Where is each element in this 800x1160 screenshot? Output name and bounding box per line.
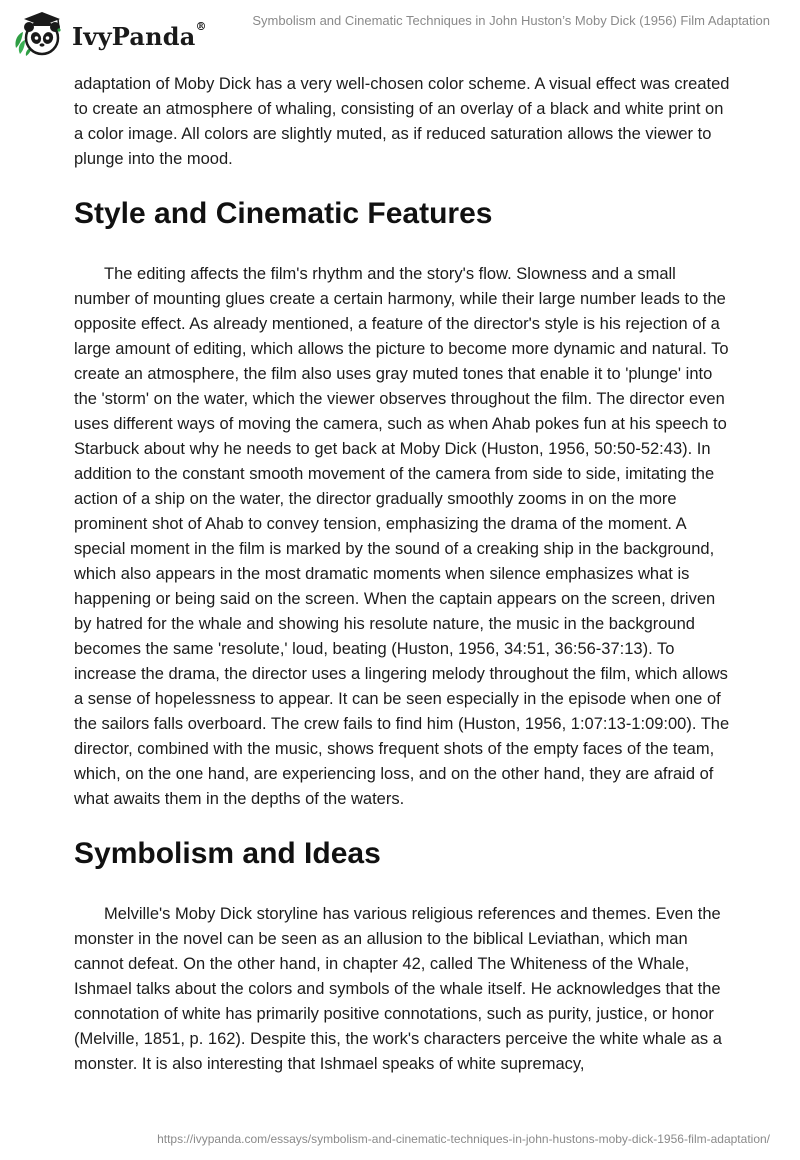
- style-paragraph: The editing affects the film's rhythm and the story's flow. Slowness and a small number of mounting glues create a certain harmony, while their large number leads to the opposite effect. As already mentioned, a feature of the director's style is his rejection of a large amount of editing, which allows the picture to become more dynamic and natural. To create an atmosphere, the film also uses gray muted tones that enable it to 'plunge' into the 'storm' on the water, which the viewer observes throughout the film. The director even uses different ways of moving the camera, such as when Ahab pokes fun at his speech to Starbuck about why he needs to get back at Moby Dick (Huston, 1956, 50:50-52:43). In addition to the constant smooth movement of the camera from side to side, imitating the action of a ship on the water, the director gradually smoothly zooms in on the more prominent shot of Ahab to convey tension, emphasizing the drama of the moment. A special moment in the film is marked by the sound of a creaking ship in the background, which also appears in the most dramatic moments when silence emphasizes what is happening or being said on the screen. When the captain appears on the screen, driven by hatred for the whale and showing his resolute nature, the music in the background becomes the same 'resolute,' loud, beating (Huston, 1956, 34:51, 36:56-37:13). To increase the drama, the director uses a lingering melody throughout the film, which allows a sense of hopelessness to appear. It can be seen especially in the episode when one of the sailors falls overboard. The crew fails to find him (Huston, 1956, 1:07:13-1:09:00). The director, combined with the music, shows frequent shots of the empty faces of the team, which, on the one hand, are experiencing loss, and on the other hand, they are afraid of what awaits them in the depths of the waters.: [74, 265, 730, 808]
- ivypanda-logo[interactable]: [12, 8, 207, 60]
- page-header: [0, 0, 800, 70]
- logo-text: IvyPanda: [72, 21, 196, 51]
- registered-mark: ®: [195, 19, 207, 33]
- logo-wordmark: [72, 19, 207, 51]
- document-title: Symbolism and Cinematic Techniques in John Huston’s Moby Dick (1956) Film Adaptation: [252, 13, 770, 28]
- intro-paragraph: adaptation of Moby Dick has a very well-chosen color scheme. A visual effect was created to create an atmosphere of whaling, consisting of an overlay of a black and white print on a color image. All colors are slightly muted, as if reduced saturation allows the viewer to plunge into the mood.: [74, 75, 730, 168]
- source-url[interactable]: https://ivypanda.com/essays/symbolism-and-cinematic-techniques-in-john-hustons-moby-dick-1956-film-adaptation/: [157, 1132, 770, 1146]
- symbolism-paragraph: Melville's Moby Dick storyline has various religious references and themes. Even the monster in the novel can be seen as an allusion to the biblical Leviathan, which man cannot defeat. On the other hand, in chapter 42, called The Whiteness of the Whale, Ishmael talks about the colors and symbols of the whale itself. He acknowledges that the connotation of white has primarily positive connotations, such as purity, justice, or honor (Melville, 1851, p. 162). Despite this, the work's characters perceive the white whale as a monster. It is also interesting that Ishmael speaks of white supremacy,: [74, 905, 722, 1073]
- panda-graduate-icon: [12, 8, 70, 60]
- section-heading-symbolism: Symbolism and Ideas: [74, 837, 381, 870]
- section-heading-style: Style and Cinematic Features: [74, 197, 493, 230]
- essay-content: [74, 72, 734, 1077]
